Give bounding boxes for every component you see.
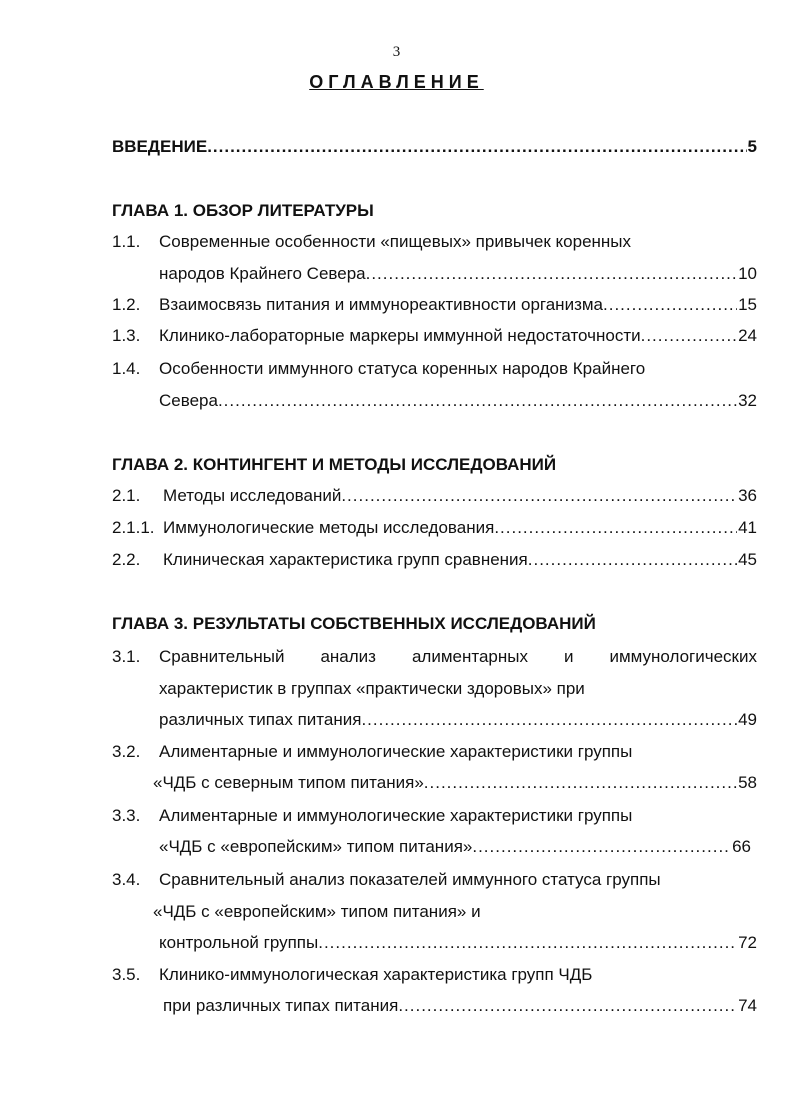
chapter-2-heading: ГЛАВА 2. КОНТИНГЕНТ И МЕТОДЫ ИССЛЕДОВАНИЙ (112, 455, 557, 474)
toc-page-number: 10 (738, 264, 757, 283)
toc-page-number: 32 (738, 391, 757, 410)
leader-dots (494, 518, 737, 538)
section-text: Сравнительный анализ показателей иммунного статуса группы (159, 870, 661, 889)
section-number: 2.1.1. (112, 518, 155, 537)
chapter-3-heading: ГЛАВА 3. РЕЗУЛЬТАТЫ СОБСТВЕННЫХ ИССЛЕДОВАНИЙ (112, 614, 596, 633)
leader-dots (366, 264, 737, 284)
leader-dots (361, 710, 737, 730)
leader-dots (472, 837, 731, 857)
section-text: Методы исследований (163, 486, 342, 505)
section-text: Клиническая характеристика групп сравнения (163, 550, 528, 569)
section-text: «ЧДБ с «европейским» типом питания» и (153, 902, 481, 921)
section-text: Алиментарные и иммунологические характеристики группы (159, 742, 633, 761)
toc-entry-1-3 (159, 326, 757, 346)
section-text: народов Крайнего Севера (159, 264, 366, 283)
section-number: 3.2. (112, 742, 141, 761)
section-text: Особенности иммунного статуса коренных народов Крайнего (159, 359, 646, 378)
section-number: 2.2. (112, 550, 141, 569)
toc-entry-1-4 (159, 391, 757, 411)
leader-dots (318, 933, 737, 953)
toc-entry-3-2 (153, 773, 757, 793)
section-text: Современные особенности «пищевых» привычек коренных (159, 232, 632, 251)
section-text: Клинико-лабораторные маркеры иммунной недостаточности (159, 326, 641, 345)
leader-dots (341, 486, 737, 506)
toc-page-number: 49 (738, 710, 757, 729)
section-number: 3.5. (112, 965, 141, 984)
toc-entry-2-1-1 (163, 518, 757, 538)
section-text: при различных типах питания (163, 996, 399, 1015)
section-text: Взаимосвязь питания и иммунореактивности организма (159, 295, 604, 314)
section-number: 1.3. (112, 326, 141, 345)
toc-entry-2-2 (163, 550, 757, 570)
toc-page-number: 58 (738, 773, 757, 792)
section-text: Алиментарные и иммунологические характеристики группы (159, 806, 633, 825)
toc-entry-3-4 (159, 933, 757, 953)
section-number: 3.3. (112, 806, 141, 825)
section-text: Клинико-иммунологическая характеристика групп ЧДБ (159, 965, 593, 984)
toc-page-number: 45 (738, 550, 757, 569)
section-text: «ЧДБ с «европейским» типом питания» (159, 837, 473, 856)
toc-page-number: 66 (732, 837, 751, 856)
section-number: 3.4. (112, 870, 141, 889)
toc-entry-3-3 (159, 837, 751, 857)
toc-entry-label: ВВЕДЕНИЕ (112, 137, 208, 156)
leader-dots (398, 996, 737, 1016)
toc-page-number: 36 (738, 486, 757, 505)
leader-dots (641, 326, 737, 346)
toc-entry-intro (112, 137, 757, 157)
leader-dots (424, 773, 737, 793)
section-text: Иммунологические методы исследования (163, 518, 495, 537)
toc-page-number: 24 (738, 326, 757, 345)
chapter-1-heading: ГЛАВА 1. ОБЗОР ЛИТЕРАТУРЫ (112, 201, 374, 220)
section-text: Севера (159, 391, 218, 410)
section-text: характеристик в группах «практически здоровых» при (159, 679, 585, 698)
leader-dots (603, 295, 737, 315)
section-text: Сравнительный анализ алиментарных и иммунологических (159, 647, 757, 666)
section-text: контрольной группы (159, 933, 319, 952)
toc-page-number: 15 (738, 295, 757, 314)
toc-entry-2-1 (163, 486, 757, 506)
leader-dots (218, 391, 737, 411)
toc-entry-3-5 (163, 996, 757, 1016)
toc-entry-1-1 (159, 264, 757, 284)
section-number: 1.4. (112, 359, 141, 378)
section-number: 1.2. (112, 295, 141, 314)
section-number: 3.1. (112, 647, 141, 666)
toc-entry-3-1 (159, 710, 757, 730)
toc-page-number: 72 (738, 933, 757, 952)
leader-dots (207, 137, 746, 157)
toc-page-number: 74 (738, 996, 757, 1015)
toc-page-number: 41 (738, 518, 757, 537)
leader-dots (528, 550, 737, 570)
toc-page-number: 5 (747, 137, 757, 156)
page-title: ОГЛАВЛЕНИЕ (309, 72, 484, 92)
section-text: различных типах питания (159, 710, 362, 729)
page-number: 3 (392, 44, 401, 60)
section-text: «ЧДБ с северным типом питания» (153, 773, 424, 792)
toc-entry-1-2 (159, 295, 757, 315)
section-number: 1.1. (112, 232, 141, 251)
section-number: 2.1. (112, 486, 141, 505)
